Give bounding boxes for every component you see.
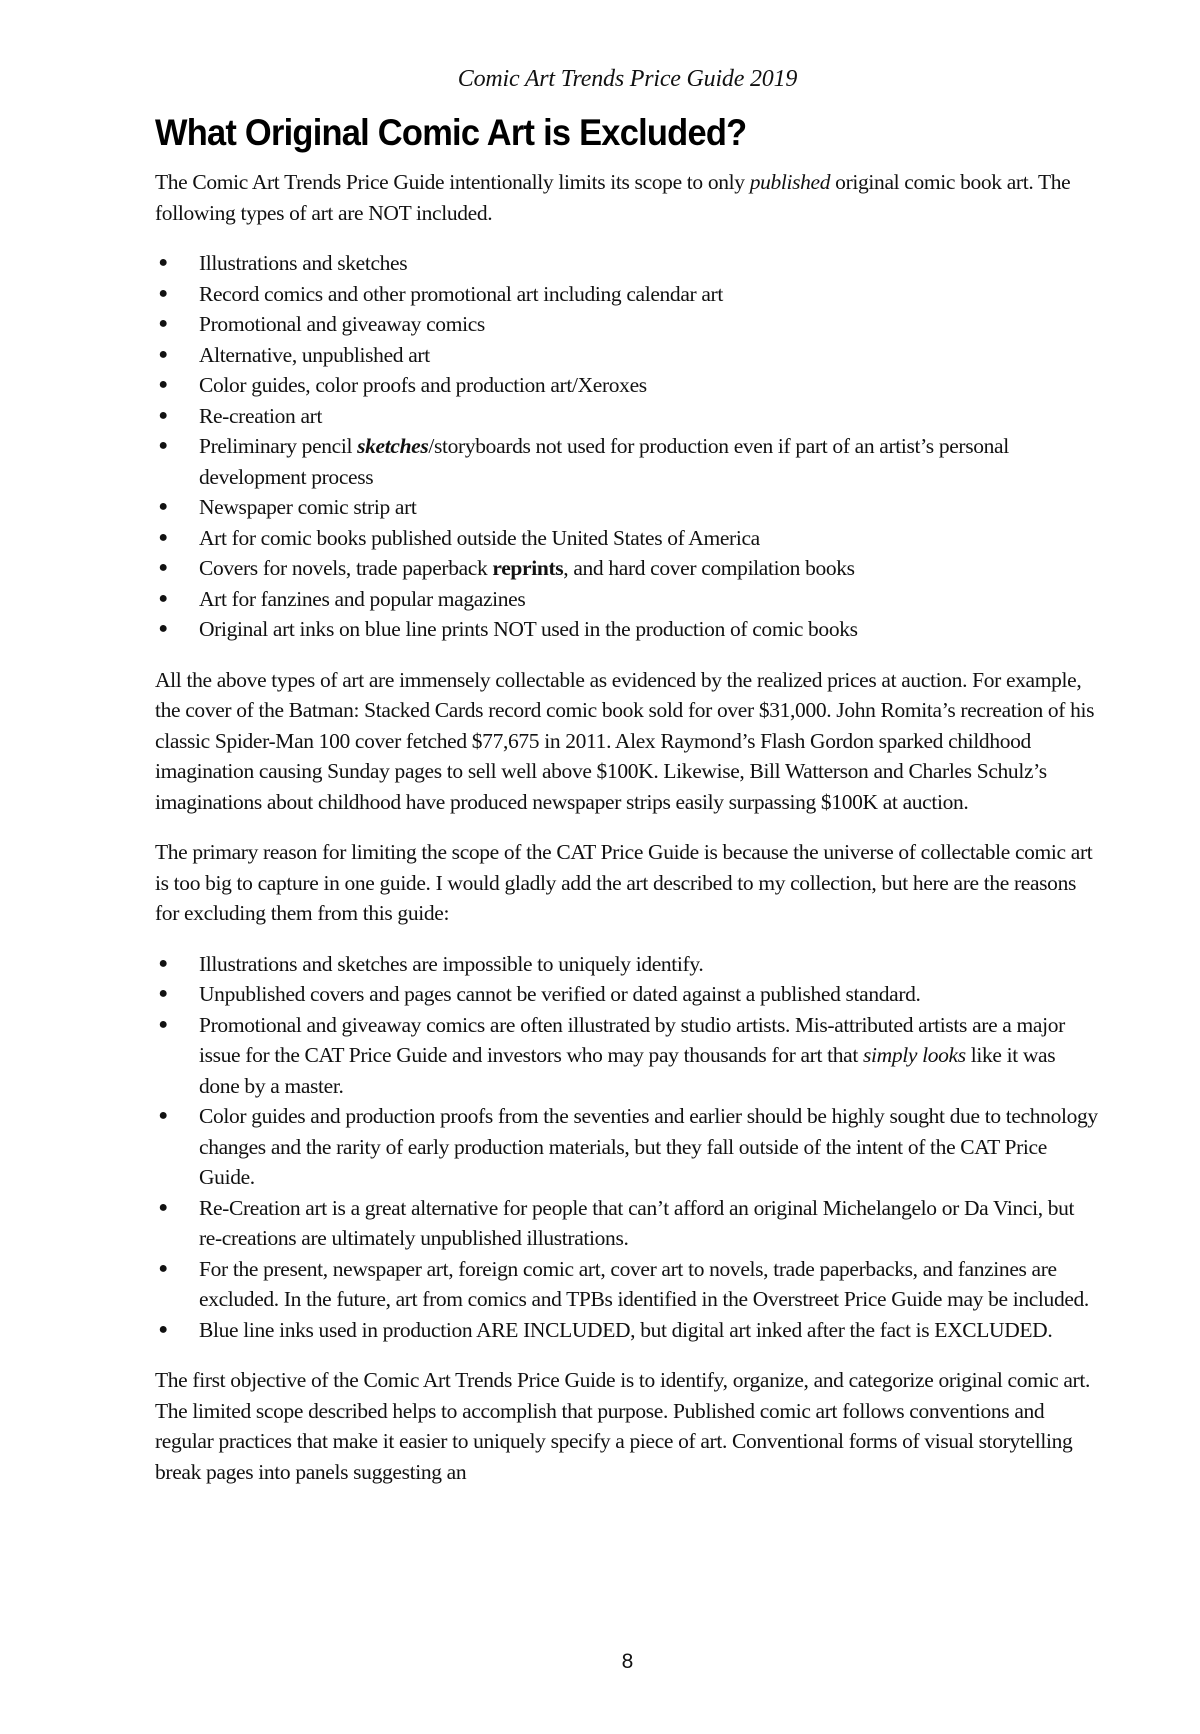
bullet-icon: ● xyxy=(158,315,168,332)
bullet-icon: ● xyxy=(158,498,168,515)
list-item xyxy=(155,248,1100,279)
list-item xyxy=(155,340,1100,371)
list-item-text: Art for fanzines and popular magazines xyxy=(199,586,526,611)
bullet-icon: ● xyxy=(158,284,168,302)
list-item-text: Original art inks on blue line prints NOT used in the production of comic books xyxy=(199,617,858,641)
list-item xyxy=(155,279,1100,310)
exclusion-reasons-list xyxy=(155,949,1100,1346)
list-item xyxy=(155,949,1100,980)
list-item xyxy=(155,1315,1100,1346)
bullet-icon: ● xyxy=(158,1015,168,1033)
list-item xyxy=(155,1101,1100,1193)
list-item-text: For the present, newspaper art, foreign comic art, cover art to novels, trade paperbacks, and fanzines are excluded. In the future, art from comics and TPBs identified in the Overstreet Price Guide may be included. xyxy=(199,1256,1089,1311)
list-item xyxy=(155,584,1100,615)
list-item-emphasis: sketches xyxy=(357,434,429,458)
reasons-intro-paragraph: The primary reason for limiting the scope of the CAT Price Guide is because the universe of collectable comic art is too big to capture in one guide. I would gladly add the art described to my collection, but here are the reasons for excluding them from this guide: xyxy=(155,840,1093,925)
list-item xyxy=(155,979,1100,1010)
list-item-text: Re-Creation art is a great alternative for people that can’t afford an original Michelangelo or Da Vinci, but re-creations are ultimately unpublished illustrations. xyxy=(199,1195,1075,1250)
list-item-text-before: Preliminary pencil xyxy=(199,434,358,458)
collectable-paragraph: All the above types of art are immensely collectable as evidenced by the realized prices at auction. For example, the cover of the Batman: Stacked Cards record comic book sold for over $31,000. John Romita’s recreation of his classic Spider-Man 100 cover fetched $77,675 in 2011. Alex Raymond’s Flash Gordon sparked childhood imagination causing Sunday pages to sell well above $100K. Likewise, Bill Watterson and Charles Schulz’s imaginations about childhood have produced newspaper strips easily surpassing $100K at auction. xyxy=(155,667,1095,814)
bullet-icon: ● xyxy=(158,254,168,271)
list-item-text-after: like it was done by a master. xyxy=(199,1043,1056,1098)
list-item xyxy=(155,1193,1100,1254)
list-item-text: Record comics and other promotional art including calendar art xyxy=(199,281,723,306)
bullet-icon: ● xyxy=(158,1198,168,1216)
list-item-text: Illustrations and sketches are impossible to uniquely identify. xyxy=(199,951,704,976)
list-item-text: Re-creation art xyxy=(199,403,323,428)
list-item xyxy=(155,553,1100,584)
list-item xyxy=(155,1010,1100,1102)
list-item-emphasis: reprints xyxy=(492,556,564,580)
list-item xyxy=(155,309,1100,340)
bullet-icon: ● xyxy=(158,559,168,576)
list-item xyxy=(155,431,1100,492)
bullet-icon: ● xyxy=(158,985,168,1002)
bullet-icon: ● xyxy=(158,1259,168,1277)
running-header: Comic Art Trends Price Guide 2019 xyxy=(457,66,798,92)
intro-emphasis: published xyxy=(749,170,831,194)
list-item-text-after: , and hard cover compilation books xyxy=(563,556,855,580)
page-number: 8 xyxy=(621,1650,634,1673)
list-item xyxy=(155,523,1100,554)
bullet-icon: ● xyxy=(158,954,168,972)
bullet-icon: ● xyxy=(158,345,168,363)
list-item-emphasis: simply looks xyxy=(863,1043,966,1067)
page-title: What Original Comic Art is Excluded? xyxy=(155,112,747,153)
list-item-text-before: Covers for novels, trade paperback xyxy=(199,556,493,580)
bullet-icon: ● xyxy=(158,528,168,546)
bullet-icon: ● xyxy=(158,589,168,607)
list-item-text: Newspaper comic strip art xyxy=(199,495,417,519)
bullet-icon: ● xyxy=(158,1107,168,1124)
list-item-text: Blue line inks used in production ARE INCLUDED, but digital art inked after the fact is EXCLUDED. xyxy=(199,1317,1053,1342)
page-body xyxy=(155,167,1100,1507)
intro-text-before: The Comic Art Trends Price Guide intentionally limits its scope to only xyxy=(155,170,750,194)
list-item-text: Art for comic books published outside the United States of America xyxy=(199,525,760,550)
excluded-types-list xyxy=(155,248,1100,645)
list-item xyxy=(155,614,1100,645)
list-item xyxy=(155,492,1100,523)
bullet-icon: ● xyxy=(158,406,168,424)
bullet-icon: ● xyxy=(158,1320,168,1338)
bullet-icon: ● xyxy=(158,376,168,393)
list-item-text-after: /storyboards not used for production even if part of an artist’s personal development process xyxy=(199,434,1009,489)
list-item-text: Unpublished covers and pages cannot be verified or dated against a published standard. xyxy=(199,982,921,1006)
list-item-text: Promotional and giveaway comics xyxy=(199,312,485,336)
intro-paragraph xyxy=(155,167,1100,228)
intro-text-after: original comic book art. The following types of art are NOT included. xyxy=(155,170,1071,225)
list-item xyxy=(155,370,1100,401)
list-item xyxy=(155,401,1100,432)
objective-paragraph: The first objective of the Comic Art Trends Price Guide is to identify, organize, and categorize original comic art. The limited scope described helps to accomplish that purpose. Published comic art follows conventions and regular practices that make it easier to uniquely specify a piece of art. Conventional forms of visual storytelling break pages into panels suggesting an xyxy=(155,1368,1090,1484)
list-item-text: Color guides and production proofs from the seventies and earlier should be highly sought due to technology changes and the rarity of early production materials, but they fall outside of the intent of the CAT Price Guide. xyxy=(199,1104,1098,1189)
list-item-text: Color guides, color proofs and production art/Xeroxes xyxy=(199,373,647,397)
bullet-icon: ● xyxy=(158,620,168,637)
list-item xyxy=(155,1254,1100,1315)
list-item-text: Alternative, unpublished art xyxy=(199,342,430,367)
list-item-text: Illustrations and sketches xyxy=(199,251,408,275)
list-item-text-before: Promotional and giveaway comics are often illustrated by studio artists. Mis-attributed artists are a major issue for the CAT Price Guide and investors who may pay thousands for art that xyxy=(199,1012,1065,1067)
bullet-icon: ● xyxy=(158,437,168,454)
